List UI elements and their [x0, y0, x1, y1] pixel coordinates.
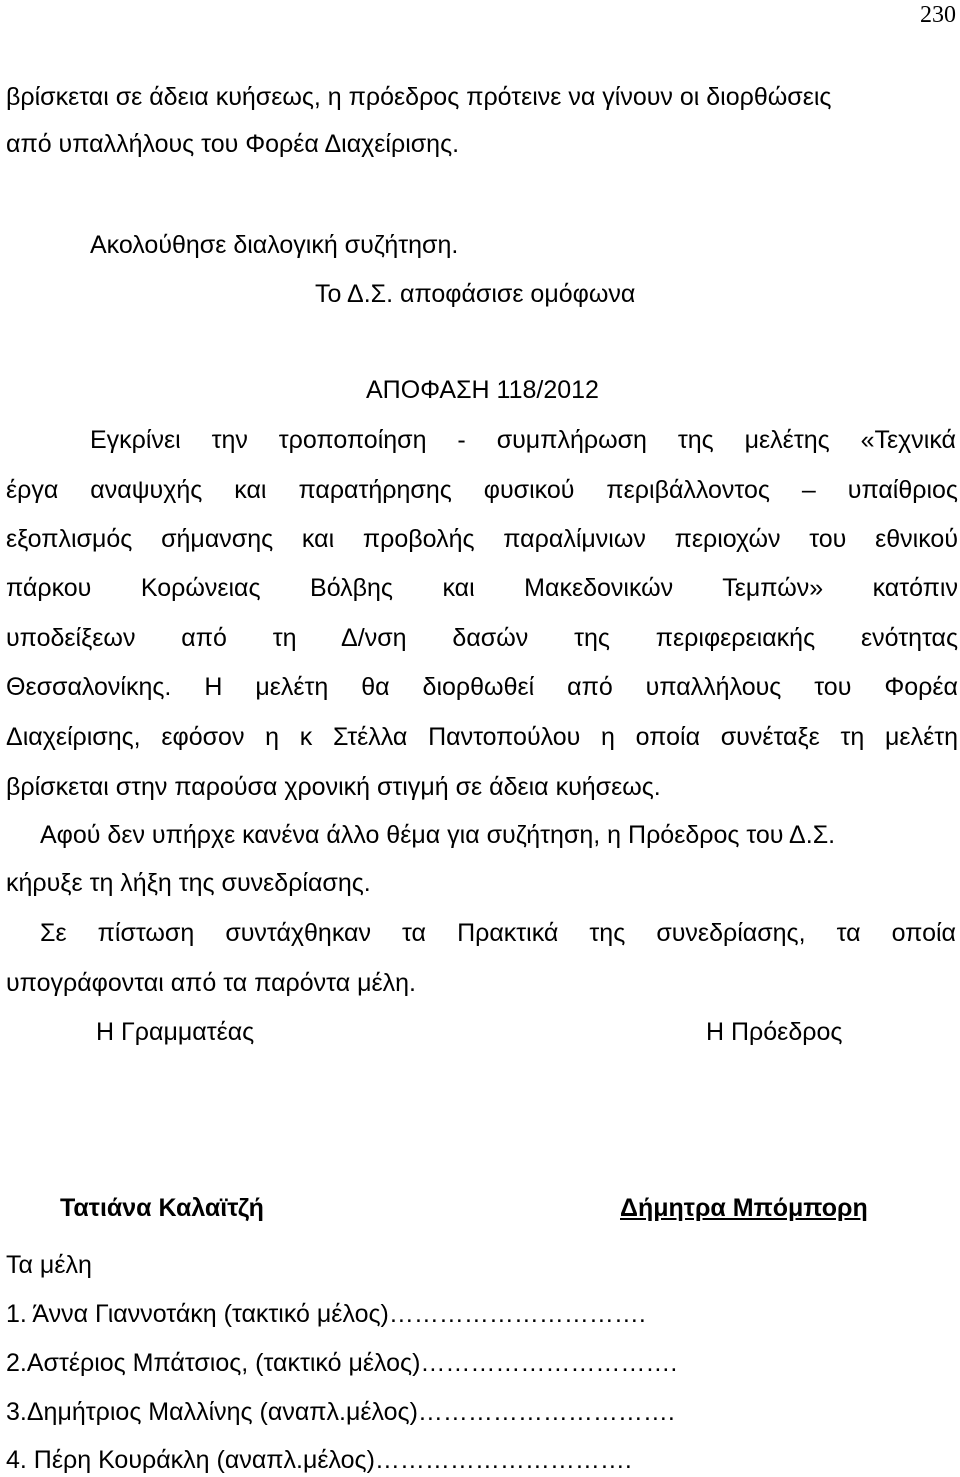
text-line: Διαχείρισης, εφόσον η κ Στέλλα Παντοπούλου η οποία συνέταξε τη μελέτη — [6, 723, 958, 751]
unanimous-rest: αποφάσισε ομόφωνα — [400, 280, 636, 308]
text-line: Θεσσαλονίκης. Η μελέτη θα διορθωθεί από υπαλλήλους του Φορέα — [6, 673, 958, 701]
secretary-role: Η Γραμματέας — [96, 1018, 255, 1046]
list-item: 1. Άννα Γιαννοτάκη (τακτικό μέλος)…………………………. — [6, 1300, 646, 1328]
decision-title: ΑΠΟΦΑΣΗ 118/2012 — [366, 376, 599, 404]
list-item: 2.Αστέριος Μπάτσιος, (τακτικό μέλος)…………………………. — [6, 1349, 678, 1377]
text-line: Σε πίστωση συντάχθηκαν τα Πρακτικά της συνεδρίασης, τα οποία — [40, 919, 956, 947]
unanimous-line — [315, 279, 635, 309]
secretary-name: Τατιάνα Καλαϊτζή — [60, 1194, 264, 1222]
text-line: από υπαλλήλους του Φορέα Διαχείρισης. — [6, 130, 460, 158]
unanimous-label: Το — [315, 280, 342, 308]
page-number: 230 — [920, 2, 956, 28]
president-name: Δήμητρα Μπόμπορη — [620, 1194, 868, 1222]
text-line: κήρυξε τη λήξη της συνεδρίασης. — [6, 869, 371, 897]
text-line: εξοπλισμός σήμανσης και προβολής παραλίμνιων περιοχών του εθνικού — [6, 525, 958, 553]
text-line: Αφού δεν υπήρχε κανένα άλλο θέμα για συζήτηση, η Πρόεδρος του Δ.Σ. — [40, 821, 836, 849]
discussion-line: Ακολούθησε διαλογική συζήτηση. — [90, 231, 459, 259]
board-abbreviation: Δ.Σ. — [347, 280, 394, 308]
text-line: Εγκρίνει την τροποποίηση - συμπλήρωση της μελέτης «Τεχνικά — [90, 426, 956, 454]
president-role: Η Πρόεδρος — [706, 1018, 843, 1046]
text-line: υπογράφονται από τα παρόντα μέλη. — [6, 969, 416, 997]
text-line: πάρκου Κορώνειας Βόλβης και Μακεδονικών Τεμπών» κατόπιν — [6, 574, 958, 602]
text-line: υποδείξεων από τη Δ/νση δασών της περιφερειακής ενότητας — [6, 624, 958, 652]
text-line: βρίσκεται σε άδεια κυήσεως, η πρόεδρος πρότεινε να γίνουν οι διορθώσεις — [6, 83, 832, 111]
text-line: έργα αναψυχής και παρατήρησης φυσικού περιβάλλοντος – υπαίθριος — [6, 476, 958, 504]
members-heading: Τα μέλη — [6, 1251, 92, 1279]
text-line: βρίσκεται στην παρούσα χρονική στιγμή σε άδεια κυήσεως. — [6, 773, 661, 801]
list-item: 4. Πέρη Κουράκλη (αναπλ.μέλος)…………………………. — [6, 1446, 632, 1474]
list-item: 3.Δημήτριος Μαλλίνης (αναπλ.μέλος)…………………………. — [6, 1398, 675, 1426]
